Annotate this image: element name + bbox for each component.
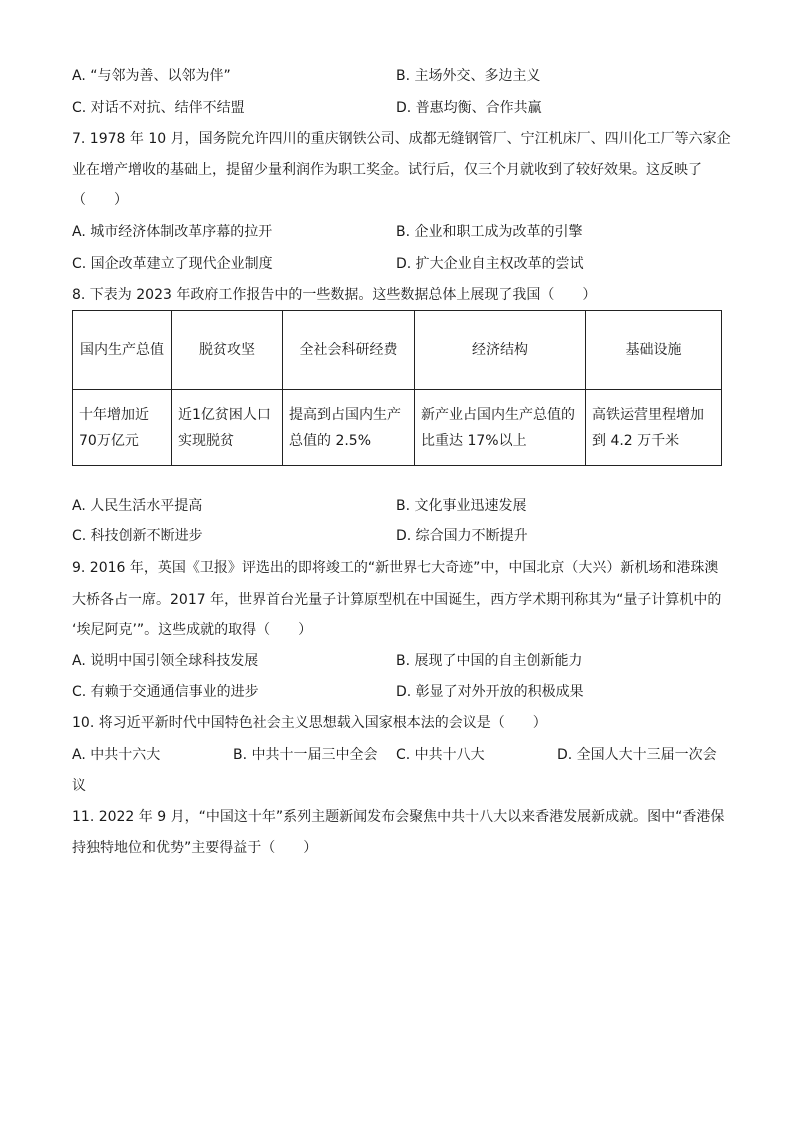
q8-option-d: D. 综合国力不断提升 (396, 528, 528, 544)
q8-option-c: C. 科技创新不断进步 (72, 528, 203, 544)
q7-option-d: D. 扩大企业自主权改革的尝试 (396, 256, 584, 272)
q7-option-c: C. 国企改革建立了现代企业制度 (72, 256, 273, 272)
q7-option-a: A. 城市经济体制改革序幕的拉开 (72, 224, 273, 240)
table-header-cell: 全社会科研经费 (283, 311, 415, 390)
table-cell: 近1亿贫困人口实现脱贫 (172, 390, 283, 466)
table-header-cell: 基础设施 (586, 311, 722, 390)
q9-option-b: B. 展现了中国的自主创新能力 (396, 653, 583, 669)
q10-option-d-wrap: 议 (72, 778, 86, 794)
q8-option-b: B. 文化事业迅速发展 (396, 498, 527, 514)
q10-stem: 10. 将习近平新时代中国特色社会主义思想载入国家根本法的会议是（ ） (72, 715, 547, 731)
q9-option-d: D. 彰显了对外开放的积极成果 (396, 684, 584, 700)
q7-option-b: B. 企业和职工成为改革的引擎 (396, 224, 583, 240)
q10-option-a: A. 中共十六大 (72, 747, 161, 763)
table-header-cell: 脱贫攻坚 (172, 311, 283, 390)
q6-option-a: A. “与邻为善、以邻为伴” (72, 68, 231, 84)
table-cell: 十年增加近 70万亿元 (73, 390, 172, 466)
q6-option-b: B. 主场外交、多边主义 (396, 68, 541, 84)
q9-stem-line1: 9. 2016 年，英国《卫报》评选出的即将竣工的“新世界七大奇迹”中，中国北京（大兴）新机场和港珠澳 (72, 560, 719, 576)
q6-option-d: D. 普惠均衡、合作共赢 (396, 100, 542, 116)
q9-option-a: A. 说明中国引领全球科技发展 (72, 653, 259, 669)
table-header-cell: 经济结构 (415, 311, 586, 390)
q11-stem-line2: 持独特地位和优势”主要得益于（ ） (72, 840, 318, 856)
table-header-row (73, 311, 722, 390)
q9-option-c: C. 有赖于交通通信事业的进步 (72, 684, 259, 700)
q7-stem-line2: 业在增产增收的基础上，提留少量利润作为职工奖金。试行后，仅三个月就收到了较好效果。这反映了 (72, 162, 702, 178)
q9-stem-line3: ‘埃尼阿克’”。这些成就的取得（ ） (72, 622, 313, 638)
q7-stem-line3: （ ） (72, 192, 128, 208)
q8-stem: 8. 下表为 2023 年政府工作报告中的一些数据。这些数据总体上展现了我国（ ） (72, 287, 597, 303)
q9-stem-line2: 大桥各占一席。2017 年，世界首台光量子计算原型机在中国诞生，西方学术期刊称其为“量子计算机中的 (72, 592, 722, 608)
q11-stem-line1: 11. 2022 年 9 月，“中国这十年”系列主题新闻发布会聚焦中共十八大以来香港发展新成就。图中“香港保 (72, 809, 725, 825)
table-row (73, 390, 722, 466)
q10-option-b: B. 中共十一届三中全会 (233, 747, 378, 763)
table-cell: 新产业占国内生产总值的比重达 17%以上 (415, 390, 586, 466)
q7-stem-line1: 7. 1978 年 10 月，国务院允许四川的重庆钢铁公司、成都无缝钢管厂、宁江机床厂、四川化工厂等六家企 (72, 131, 731, 147)
q10-option-d: D. 全国人大十三届一次会 (557, 747, 717, 763)
q10-option-c: C. 中共十八大 (396, 747, 485, 763)
table-header-cell: 国内生产总值 (73, 311, 172, 390)
q8-data-table (72, 310, 722, 466)
q8-option-a: A. 人民生活水平提高 (72, 498, 203, 514)
q6-option-c: C. 对话不对抗、结伴不结盟 (72, 100, 245, 116)
table-cell: 高铁运营里程增加到 4.2 万千米 (586, 390, 722, 466)
table-cell: 提高到占国内生产总值的 2.5% (283, 390, 415, 466)
